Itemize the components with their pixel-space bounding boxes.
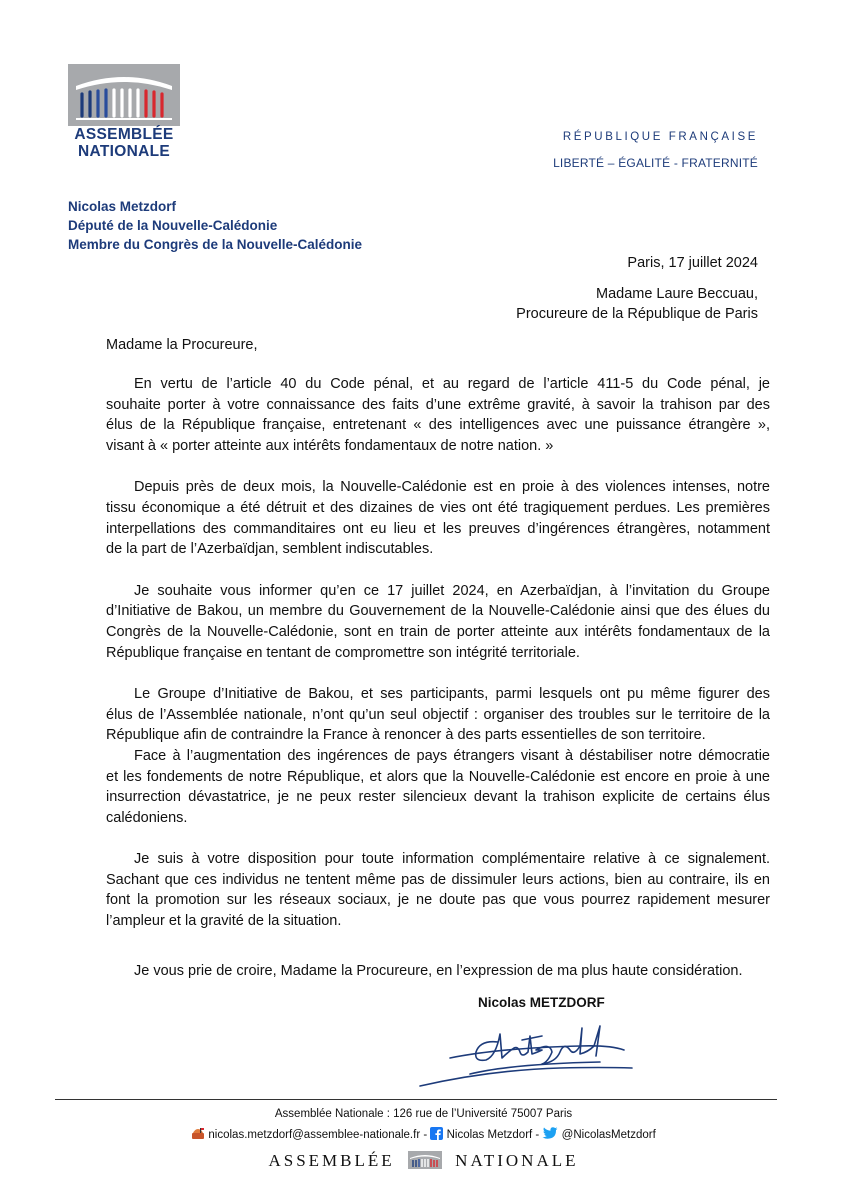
- paragraph-line: d’Initiative de Bakou, un membre du Gouvernement de la Nouvelle-Calédonie ainsi que des élues du: [106, 603, 770, 620]
- paragraph-line: République afin de contraindre la France à renoncer à des parts essentielles de son territoire.: [106, 727, 706, 744]
- mailbox-icon: [191, 1128, 205, 1140]
- paragraph-1: [106, 374, 770, 456]
- paragraph-line: Le Groupe d’Initiative de Bakou, et ses participants, parmi lesquels ont pu même figurer des: [134, 686, 770, 703]
- paragraph-line: souhaite porter à votre connaissance des faits d’une extrême gravité, à savoir la trahison par des: [106, 396, 770, 413]
- sender-title-2: Membre du Congrès de la Nouvelle-Calédonie: [68, 237, 363, 252]
- paragraph-line: font la promotion sur les réseaux sociaux, je ne doute pas que vous pourrez rapidement mesurer: [106, 892, 770, 909]
- paragraph-line: tissu économique a été détruit et des dizaines de vies ont été tragiquement perdues. Les premières: [106, 499, 770, 516]
- signatory-name: Nicolas METZDORF: [478, 995, 605, 1010]
- paragraph-line: Congrès de la Nouvelle-Calédonie, sont en train de porter atteinte aux intérêts fondamentaux de la: [106, 623, 770, 640]
- footer-divider: [55, 1099, 777, 1100]
- contact-separator: -: [532, 1129, 543, 1141]
- republique-francaise-heading: RÉPUBLIQUE FRANÇAISE: [562, 131, 758, 143]
- paragraph-line: élus de l’Assemblée nationale, n’ont qu’un seul objectif : organiser des troubles sur le territoire de la: [106, 706, 770, 723]
- paragraph-line: Je souhaite vous informer qu’en ce 17 juillet 2024, en Azerbaïdjan, à l’invitation du Groupe: [134, 582, 770, 599]
- twitter-link[interactable]: @NicolasMetzdorf: [561, 1129, 656, 1141]
- paragraph-line: et les fondements de notre République, et alors que la Nouvelle-Calédonie est encore en proie à une: [106, 768, 770, 785]
- paragraph-line: Face à l’augmentation des ingérences de pays étrangers visant à déstabiliser notre démocratie: [134, 747, 770, 764]
- paragraph-6: [106, 849, 770, 931]
- paragraph-line: élus de la République française, entretenant « des intelligences avec une puissance étrangère »,: [106, 417, 770, 434]
- logo-line-1: ASSEMBLÉE: [74, 126, 174, 143]
- paragraph-line: En vertu de l’article 40 du Code pénal, et au regard de l’article 411-5 du Code pénal, je: [134, 376, 770, 392]
- assemblee-nationale-logo: [68, 64, 180, 162]
- paragraph-line: insurrection dévastatrice, je ne peux rester silencieux devant la trahison explicite de certains élus: [106, 789, 770, 806]
- mini-hemicycle-icon: [408, 1151, 442, 1169]
- paragraph-line: Je suis à votre disposition pour toute information complémentaire relative à ce signalement.: [134, 851, 770, 868]
- salutation: Madame la Procureure,: [106, 337, 258, 353]
- paragraph-line: de la part de l’Azerbaïdjan, semblent indiscutables.: [106, 541, 434, 558]
- paragraph-line: interpellations des commanditaires ont eu lieu et les preuves d’ingérences étrangères, notamment: [106, 520, 770, 537]
- closing-formula: Je vous prie de croire, Madame la Procureure, en l’expression de ma plus haute considération.: [134, 963, 743, 979]
- twitter-bird-icon: [542, 1127, 558, 1140]
- paragraph-line: République française en tentant de compromettre son intégrité territoriale.: [106, 644, 580, 661]
- footer-brand-left: ASSEMBLÉE: [268, 1151, 395, 1170]
- paragraph-line: l’ampleur et la gravité de la situation.: [106, 913, 342, 930]
- logo-line-2: NATIONALE: [78, 143, 170, 160]
- recipient-title: Procureure de la République de Paris: [516, 306, 758, 322]
- paragraph-line: visant à « porter atteinte aux intérêts fondamentaux de notre nation. »: [106, 437, 554, 454]
- sender-title-1: Député de la Nouvelle-Calédonie: [68, 218, 278, 233]
- footer-brand-right: NATIONALE: [455, 1151, 579, 1170]
- paragraph-line: calédoniens.: [106, 809, 188, 826]
- hemicycle-emblem-icon: [68, 64, 180, 126]
- handwritten-signature: [410, 1012, 640, 1092]
- footer-brand: [0, 1151, 847, 1171]
- paragraph-line: Sachant que ces individus ne tentent même pas de dissimuler leurs actions, bien au contraire, ils en: [106, 871, 770, 888]
- letter-date: Paris, 17 juillet 2024: [627, 255, 758, 271]
- contact-separator: -: [420, 1129, 431, 1141]
- letter-body: [106, 374, 770, 932]
- sender-block: [68, 197, 362, 254]
- paragraph-2: [106, 477, 770, 559]
- facebook-link[interactable]: Nicolas Metzdorf: [446, 1129, 533, 1141]
- recipient-block: [516, 284, 758, 324]
- footer-contacts: [0, 1127, 847, 1141]
- footer-address: Assemblée Nationale : 126 rue de l’Université 75007 Paris: [274, 1108, 573, 1120]
- recipient-name: Madame Laure Beccuau,: [595, 286, 758, 302]
- sender-name: Nicolas Metzdorf: [68, 199, 177, 214]
- paragraph-5: [106, 746, 770, 828]
- facebook-icon: [430, 1127, 443, 1140]
- paragraph-line: Depuis près de deux mois, la Nouvelle-Calédonie est en proie à des violences intenses, notre: [134, 479, 770, 496]
- email-link[interactable]: nicolas.metzdorf@assemblee-nationale.fr: [208, 1129, 421, 1141]
- logo-text: [68, 126, 180, 160]
- national-motto: LIBERTÉ – ÉGALITÉ - FRATERNITÉ: [553, 156, 758, 170]
- paragraph-4: [106, 684, 770, 746]
- paragraph-3: [106, 581, 770, 663]
